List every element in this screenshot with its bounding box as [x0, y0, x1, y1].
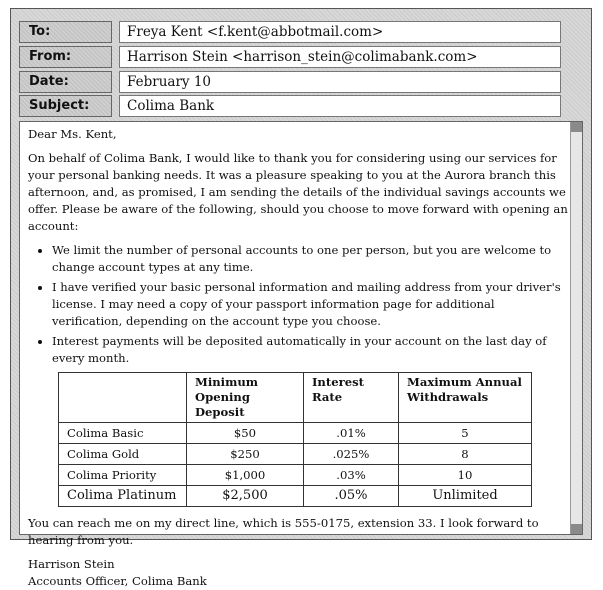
table-cell: .05%: [304, 486, 399, 507]
signature-name: Harrison Stein: [28, 557, 115, 571]
table-cell: Colima Priority: [59, 465, 187, 486]
table-cell: $2,500: [187, 486, 304, 507]
table-cell: Colima Gold: [59, 444, 187, 465]
date-label: Date:: [19, 71, 112, 93]
table-row: [59, 465, 532, 486]
accounts-table: [58, 372, 532, 507]
closing-paragraph: You can reach me on my direct line, which is 555-0175, extension 33. I look forward to hearing from you.: [28, 516, 539, 547]
table-cell: 5: [399, 423, 532, 444]
table-cell: .03%: [304, 465, 399, 486]
message-body[interactable]: [19, 121, 583, 588]
table-row: [59, 444, 532, 465]
subject-label: Subject:: [19, 95, 112, 117]
from-label: From:: [19, 46, 112, 68]
table-header: Interest Rate: [304, 373, 399, 423]
table-header: Maximum Annual Withdrawals: [399, 373, 532, 423]
date-field[interactable]: February 10: [119, 71, 561, 93]
scroll-down-arrow[interactable]: [571, 524, 582, 534]
from-field[interactable]: Harrison Stein <harrison_stein@colimabank.com>: [119, 46, 561, 68]
table-cell: Unlimited: [399, 486, 532, 507]
signature-title: Accounts Officer, Colima Bank: [28, 574, 207, 588]
table-header: [59, 373, 187, 423]
from-row: [19, 46, 579, 68]
table-cell: Colima Basic: [59, 423, 187, 444]
bullet-list: [28, 242, 568, 367]
table-row: [59, 423, 532, 444]
list-item: • Interest payments will be deposited automatically in your account on the last day of every month.: [52, 333, 568, 367]
greeting: Dear Ms. Kent,: [28, 127, 117, 141]
table-cell: Colima Platinum: [59, 486, 187, 507]
subject-row: [19, 95, 579, 117]
table-cell: $1,000: [187, 465, 304, 486]
to-row: [19, 21, 579, 43]
message-content: [28, 126, 568, 590]
list-item: • I have verified your basic personal information and mailing address from your driver's license. I may need a copy of your passport information page for additional verification, depending on the account type you choose.: [52, 279, 568, 330]
table-cell: .01%: [304, 423, 399, 444]
to-field[interactable]: Freya Kent <f.kent@abbotmail.com>: [119, 21, 561, 43]
subject-field[interactable]: Colima Bank: [119, 95, 561, 117]
to-label: To:: [19, 21, 112, 43]
email-window: [10, 8, 592, 588]
table-row: [59, 486, 532, 507]
table-header: Minimum Opening Deposit: [187, 373, 304, 423]
list-item: • We limit the number of personal accounts to one per person, but you are welcome to change account types at any time.: [52, 242, 568, 276]
scroll-up-arrow[interactable]: [571, 122, 582, 132]
table-header-row: [59, 373, 532, 423]
table-cell: $50: [187, 423, 304, 444]
date-row: [19, 71, 579, 93]
table-cell: .025%: [304, 444, 399, 465]
table-cell: 8: [399, 444, 532, 465]
table-cell: 10: [399, 465, 532, 486]
vertical-scrollbar[interactable]: [570, 122, 582, 534]
intro-paragraph: On behalf of Colima Bank, I would like to thank you for considering using our services for your personal banking needs. It was a pleasure speaking to you at the Aurora branch this afternoon, and, as promised, I am sending the details of the individual savings accounts we offer. Please be aware of the following, should you choose to move forward with opening an account:: [28, 151, 568, 233]
table-cell: $250: [187, 444, 304, 465]
